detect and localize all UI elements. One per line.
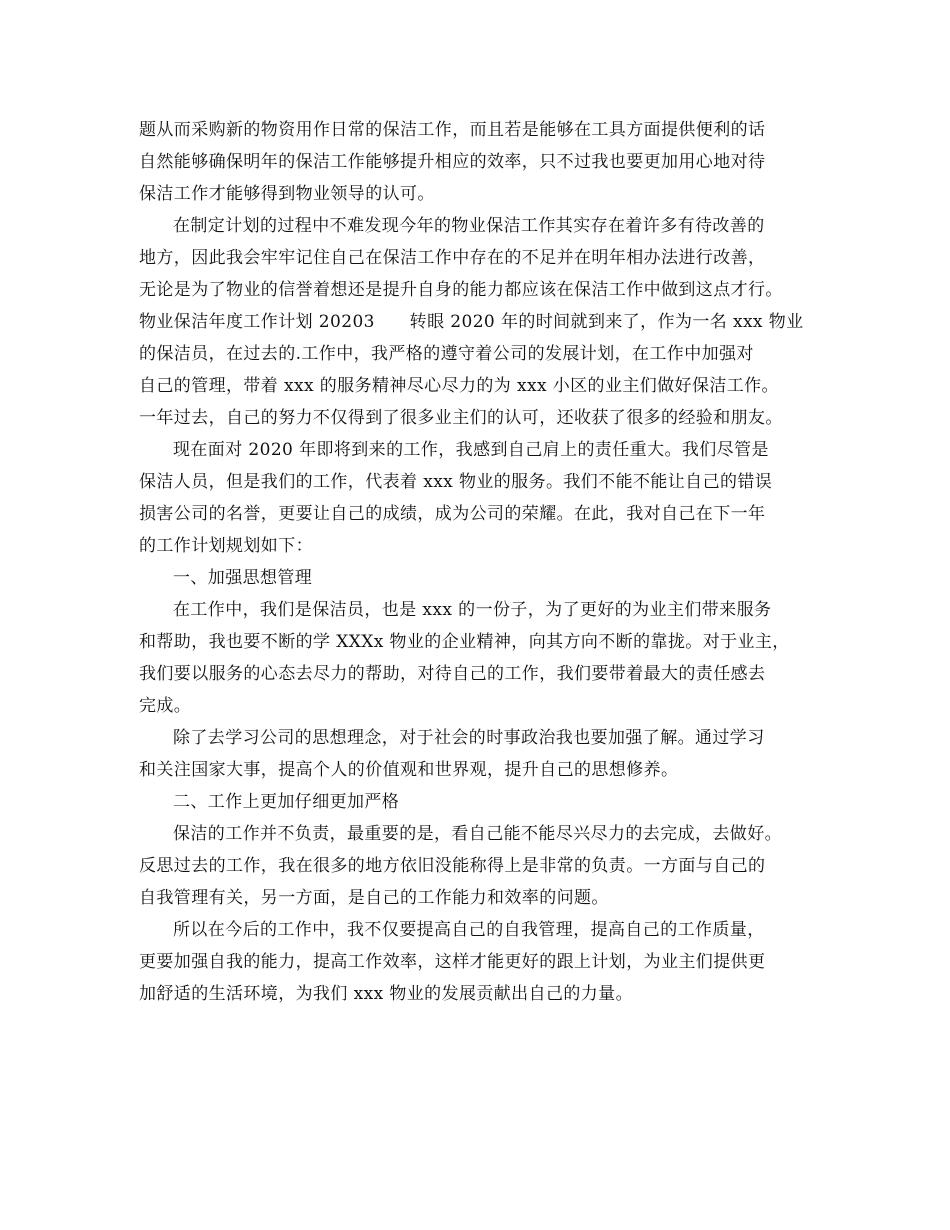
text-line: 物业保洁年度工作计划 20203 转眼 2020 年的时间就到来了，作为一名 xxx 物业 <box>139 312 804 332</box>
text-line: 保洁工作才能够得到物业领导的认可。 <box>139 184 435 204</box>
document-body <box>139 114 829 1010</box>
text-line: 在工作中，我们是保洁员，也是 xxx 的一份子，为了更好的为业主们带来服务 <box>173 600 772 620</box>
text-line: 完成。 <box>139 696 192 716</box>
text-line: 损害公司的名誉，更要让自己的成绩，成为公司的荣耀。在此，我对自己在下一年 <box>139 504 766 524</box>
text-line: 地方，因此我会牢牢记住自己在保洁工作中存在的不足并在明年相办法进行改善， <box>139 248 766 268</box>
text-line: 和帮助，我也要不断的学 XXXx 物业的企业精神，向其方向不断的靠拢。对于业主， <box>139 632 790 652</box>
text-line: 所以在今后的工作中，我不仅要提高自己的自我管理，提高自己的工作质量， <box>173 920 765 940</box>
text-line: 的保洁员，在过去的.工作中，我严格的遵守着公司的发展计划，在工作中加强对 <box>139 344 754 364</box>
text-line: 现在面对 2020 年即将到来的工作，我感到自己肩上的责任重大。我们尽管是 <box>173 440 769 460</box>
text-line: 的工作计划规划如下： <box>139 536 313 556</box>
text-line: 除了去学习公司的思想理念，对于社会的时事政治我也要加强了解。通过学习 <box>173 728 765 748</box>
text-line: 反思过去的工作，我在很多的地方依旧没能称得上是非常的负责。一方面与自己的 <box>139 856 766 876</box>
text-line: 和关注国家大事，提高个人的价值观和世界观，提升自己的思想修养。 <box>139 760 679 780</box>
text-line: 一年过去，自己的努力不仅得到了很多业主们的认可，还收获了很多的经验和朋友。 <box>139 408 783 428</box>
text-line: 自我管理有关，另一方面，是自己的工作能力和效率的问题。 <box>139 888 609 908</box>
text-line: 在制定计划的过程中不难发现今年的物业保洁工作其实存在着许多有待改善的 <box>173 216 765 236</box>
text-line: 一、加强思想管理 <box>173 568 313 588</box>
text-line: 自己的管理，带着 xxx 的服务精神尽心尽力的为 xxx 小区的业主们做好保洁工作。 <box>139 376 779 396</box>
text-line: 我们要以服务的心态去尽力的帮助，对待自己的工作，我们要带着最大的责任感去 <box>139 664 766 684</box>
text-line: 加舒适的生活环境，为我们 xxx 物业的发展贡献出自己的力量。 <box>139 984 633 1004</box>
text-line: 题从而采购新的物资用作日常的保洁工作，而且若是能够在工具方面提供便利的话 <box>139 120 766 140</box>
text-line: 自然能够确保明年的保洁工作能够提升相应的效率，只不过我也要更加用心地对待 <box>139 152 766 172</box>
text-line: 更要加强自我的能力，提高工作效率，这样才能更好的跟上计划，为业主们提供更 <box>139 952 766 972</box>
text-line: 无论是为了物业的信誉着想还是提升自身的能力都应该在保洁工作中做到这点才行。 <box>139 280 783 300</box>
text-line: 保洁的工作并不负责，最重要的是，看自己能不能尽兴尽力的去完成，去做好。 <box>173 824 782 844</box>
text-line: 二、工作上更加仔细更加严格 <box>173 792 400 812</box>
text-line: 保洁人员，但是我们的工作，代表着 xxx 物业的服务。我们不能不能让自己的错误 <box>139 472 773 492</box>
